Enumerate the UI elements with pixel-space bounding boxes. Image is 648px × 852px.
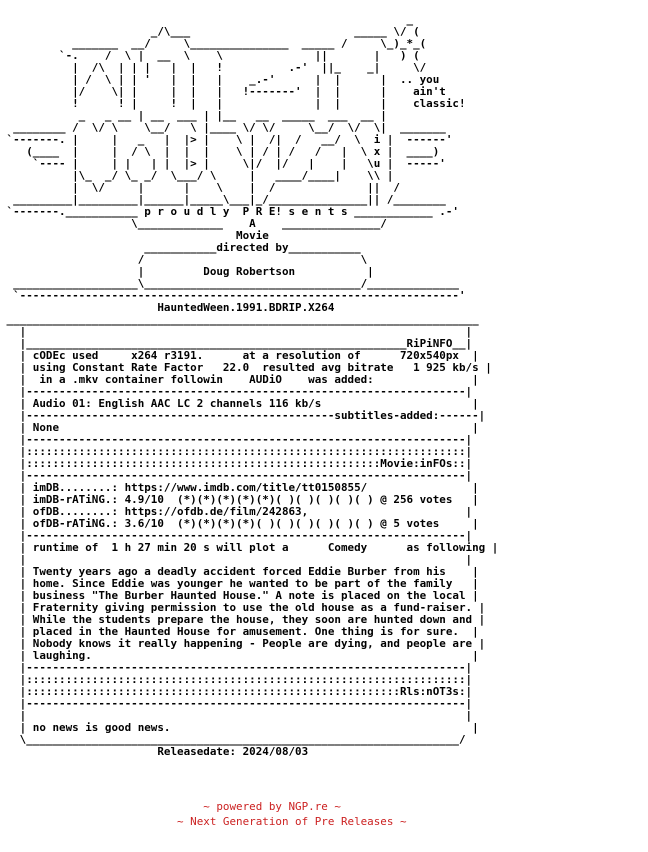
nfo-line: Movie [0,229,269,242]
nfo-line: _/\___ _____ \/ ( [0,25,420,38]
nfo-line: \_____________ A _______________/ [0,217,387,230]
nfo-line: | | [0,325,473,338]
nfo-line: `-------. | | _ | |> | \ | /| / __/ \ i | ------' [0,133,453,146]
nfo-line: / \ [0,253,368,266]
nfo-line: ! ! | ! | | | | | classic! [0,97,466,110]
nfo-line: |/ \| | | | | !-------' | | | ain't [0,85,446,98]
nfo-line: | laughing. | [0,649,479,662]
nfo-line: HauntedWeen.1991.BDRIP.X264 [0,301,335,314]
nfo-line: | Twenty years ago a deadly accident forced Eddie Burber from his | [0,565,479,578]
nfo-line: |\_ _/ \_ _/ \___/ \ | ____/____| \\ | [0,169,394,182]
nfo-line: | Nobody knows it really happening - People are dying, and people are | [0,637,486,650]
nfo-line: _ [0,14,414,26]
nfo-line: Releasedate: 2024/08/03 [0,745,309,758]
nfo-line: |:::::::::::::::::::::::::::::::::::::::::::::::::::::::::Rls:nOT3s:| [0,685,473,698]
nfo-line: | ofDB-rATiNG.: 3.6/10 (*)(*)(*)(*)( )( )( )( )( )( ) @ 5 votes | [0,517,479,530]
nfo-line: | While the students prepare the house, they soon are hunted down and | [0,613,486,626]
nfo-line: |::::::::::::::::::::::::::::::::::::::::::::::::::::::Movie:inFOs::| [0,457,473,470]
nfo-line: |-------------------------------------------------------------------| [0,661,473,674]
nfo-line: _ _ __ | __ ___ | |__ __ _____ ___ __ | [0,109,387,122]
nfo-line: \__________________________________________________________________/ [0,733,466,746]
nfo-line: | home. Since Eddie was younger he wanted to be part of the family | [0,577,479,590]
footer-line: ~ powered by NGP.re ~ [0,800,341,813]
footer-line: ~ Next Generation of Pre Releases ~ [0,815,407,828]
nfo-text [0,14,648,758]
nfo-line: |-----------------------------------------------subtitles-added:------| [0,409,486,422]
nfo-line: ___________directed by___________ [0,241,361,254]
nfo-line: ___________________\_________________________________/______________ [0,277,459,290]
nfo-line: | business "The Burber Haunted House." A note is placed on the local | [0,589,479,602]
nfo-line: ________ / \/ \ \__/ \ |____ \/ \/ \__/ \/ \| _______ [0,121,446,134]
nfo-line: | imDB........: https://www.imdb.com/title/tt0150855/ | [0,481,479,494]
nfo-line: |-------------------------------------------------------------------| [0,529,473,542]
nfo-line: | Doug Robertson | [0,265,374,278]
nfo-line: | no news is good news. | [0,721,479,734]
nfo-line: |-------------------------------------------------------------------| [0,697,473,710]
nfo-line: | cODEc used x264 r3191. at a resolution of 720x540px | [0,349,479,362]
nfo-line: | Audio 01: English AAC LC 2 channels 116 kb/s | [0,397,479,410]
nfo-line: _______ __/ \_______________ _____ / \_)_*_( [0,37,427,50]
nfo-line: | imDB-rATiNG.: 4.9/10 (*)(*)(*)(*)(*)( )( )( )( )( ) @ 256 votes | [0,493,479,506]
nfo-line: | /\ | | | | | ! .-' ||_ _| \/ [0,61,427,74]
nfo-line: |:::::::::::::::::::::::::::::::::::::::::::::::::::::::::::::::::::| [0,445,473,458]
nfo-line: _________|_________|______|_____\___|_/_______________|| /________ [0,193,446,206]
nfo-line: | | [0,553,473,566]
nfo-line: | in a .mkv container followin AUDiO was added: | [0,373,479,386]
nfo-line: `---- | | | | | |> | \|/ |/ | | \u | -----' [0,157,446,170]
nfo-line: |-------------------------------------------------------------------| [0,469,473,482]
nfo-line: | | [0,709,473,722]
nfo-line: | \/ | | \ | / || / [0,181,400,194]
nfo-line: | using Constant Rate Factor 22.0 resulted avg bitrate 1 925 kb/s | [0,361,492,374]
nfo-line: |-------------------------------------------------------------------| [0,385,473,398]
nfo-line: | placed in the Haunted House for amusement. One thing is for sure. | [0,625,479,638]
nfo-line: `-------.___________ p r o u d l y P R E! s e n t s ____________ .-' [0,205,459,218]
nfo-line: |__________________________________________________________RiPiNFO__| [0,337,473,350]
nfo-line: | None | [0,421,479,434]
nfo-line: | runtime of 1 h 27 min 20 s will plot a Comedy as following | [0,541,499,554]
nfo-line: ________________________________________________________________________ [0,313,479,326]
nfo-line: | Fraternity giving permission to use the old house as a fund-raiser. | [0,601,486,614]
nfo-line: |-------------------------------------------------------------------| [0,433,473,446]
powered-by-footer [0,799,648,829]
nfo-line: | ofDB........: https://ofdb.de/film/242863, | [0,505,473,518]
nfo-line: |:::::::::::::::::::::::::::::::::::::::::::::::::::::::::::::::::::| [0,673,473,686]
nfo-line: | / \ | | ' | | | _.-' | | | .. you [0,73,440,86]
nfo-line: `-------------------------------------------------------------------' [0,289,466,302]
nfo-line: (____ | | / \ | | | \ | / | / / | \ x | ____) [0,145,440,158]
nfo-line: `-. / \ | __ \ \ || | ) ( [0,49,420,62]
